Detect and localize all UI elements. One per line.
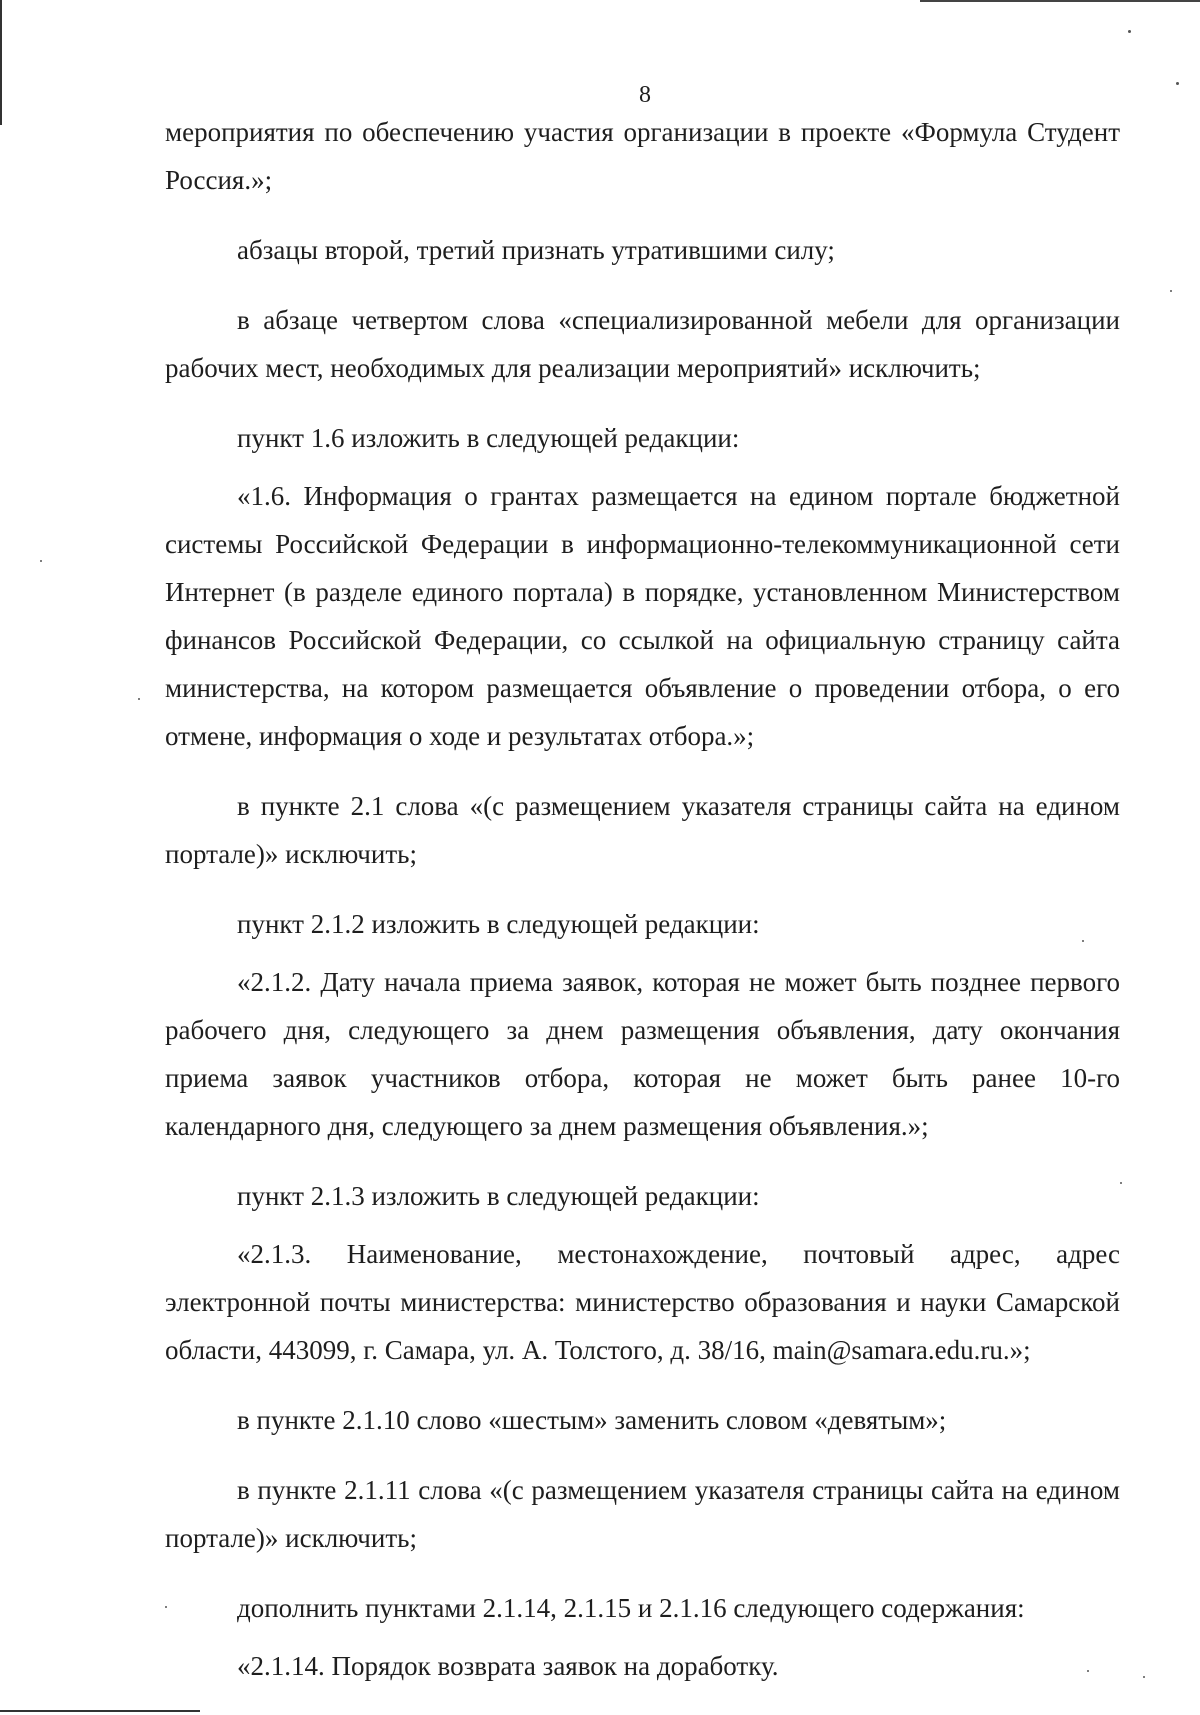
scan-edge-bottom [0,1710,200,1712]
scan-speck [1170,290,1172,292]
paragraph: «1.6. Информация о грантах размещается на едином портале бюджетной системы Российской Федерации в информационно-телекоммуникационной сети Интернет (в разделе единого портала) в порядке, установленном Министерством финансов Российской Федерации, со ссылкой на официальную страницу сайта министерства, на котором размещается объявление о проведении отбора, о его отмене, информация о ходе и результатах отбора.»; [165,481,1120,751]
paragraph: «2.1.14. Порядок возврата заявок на доработку. [237,1651,779,1681]
scan-edge-top [920,0,1200,2]
paragraph: в пункте 2.1.10 слово «шестым» заменить словом «девятым»; [237,1405,947,1435]
paragraph: дополнить пунктами 2.1.14, 2.1.15 и 2.1.16 следующего содержания: [237,1593,1025,1623]
paragraph: мероприятия по обеспечению участия организации в проекте «Формула Студент Россия.»; [165,117,1120,195]
page-number: 8 [639,82,651,108]
paragraph: абзацы второй, третий признать утратившими силу; [237,235,835,265]
paragraph: «2.1.2. Дату начала приема заявок, которая не может быть позднее первого рабочего дня, следующего за днем размещения объявления, дату окончания приема заявок участников отбора, которая не может быть ранее 10-го календарного дня, следующего за днем размещения объявления.»; [165,967,1120,1141]
scan-speck [1128,30,1131,33]
scan-speck [1143,1676,1145,1678]
document-body [165,108,1120,1690]
scan-speck [1120,1182,1122,1184]
scan-speck [40,560,42,562]
scan-speck [138,698,140,700]
paragraph: пункт 2.1.2 изложить в следующей редакции: [237,909,760,939]
paragraph: пункт 1.6 изложить в следующей редакции: [237,423,740,453]
paragraph: в пункте 2.1.11 слова «(с размещением указателя страницы сайта на едином портале)» исключить; [165,1475,1120,1553]
paragraph: пункт 2.1.3 изложить в следующей редакции: [237,1181,760,1211]
paragraph: в пункте 2.1 слова «(с размещением указателя страницы сайта на едином портале)» исключить; [165,791,1120,869]
paragraph: «2.1.3. Наименование, местонахождение, почтовый адрес, адрес электронной почты министерства: министерство образования и науки Самарской области, 443099, г. Самара, ул. А. Толстого, д. 38/16, main@samara.edu.ru.»; [165,1239,1120,1365]
paragraph: в абзаце четвертом слова «специализированной мебели для организации рабочих мест, необходимых для реализации мероприятий» исключить; [165,305,1120,383]
